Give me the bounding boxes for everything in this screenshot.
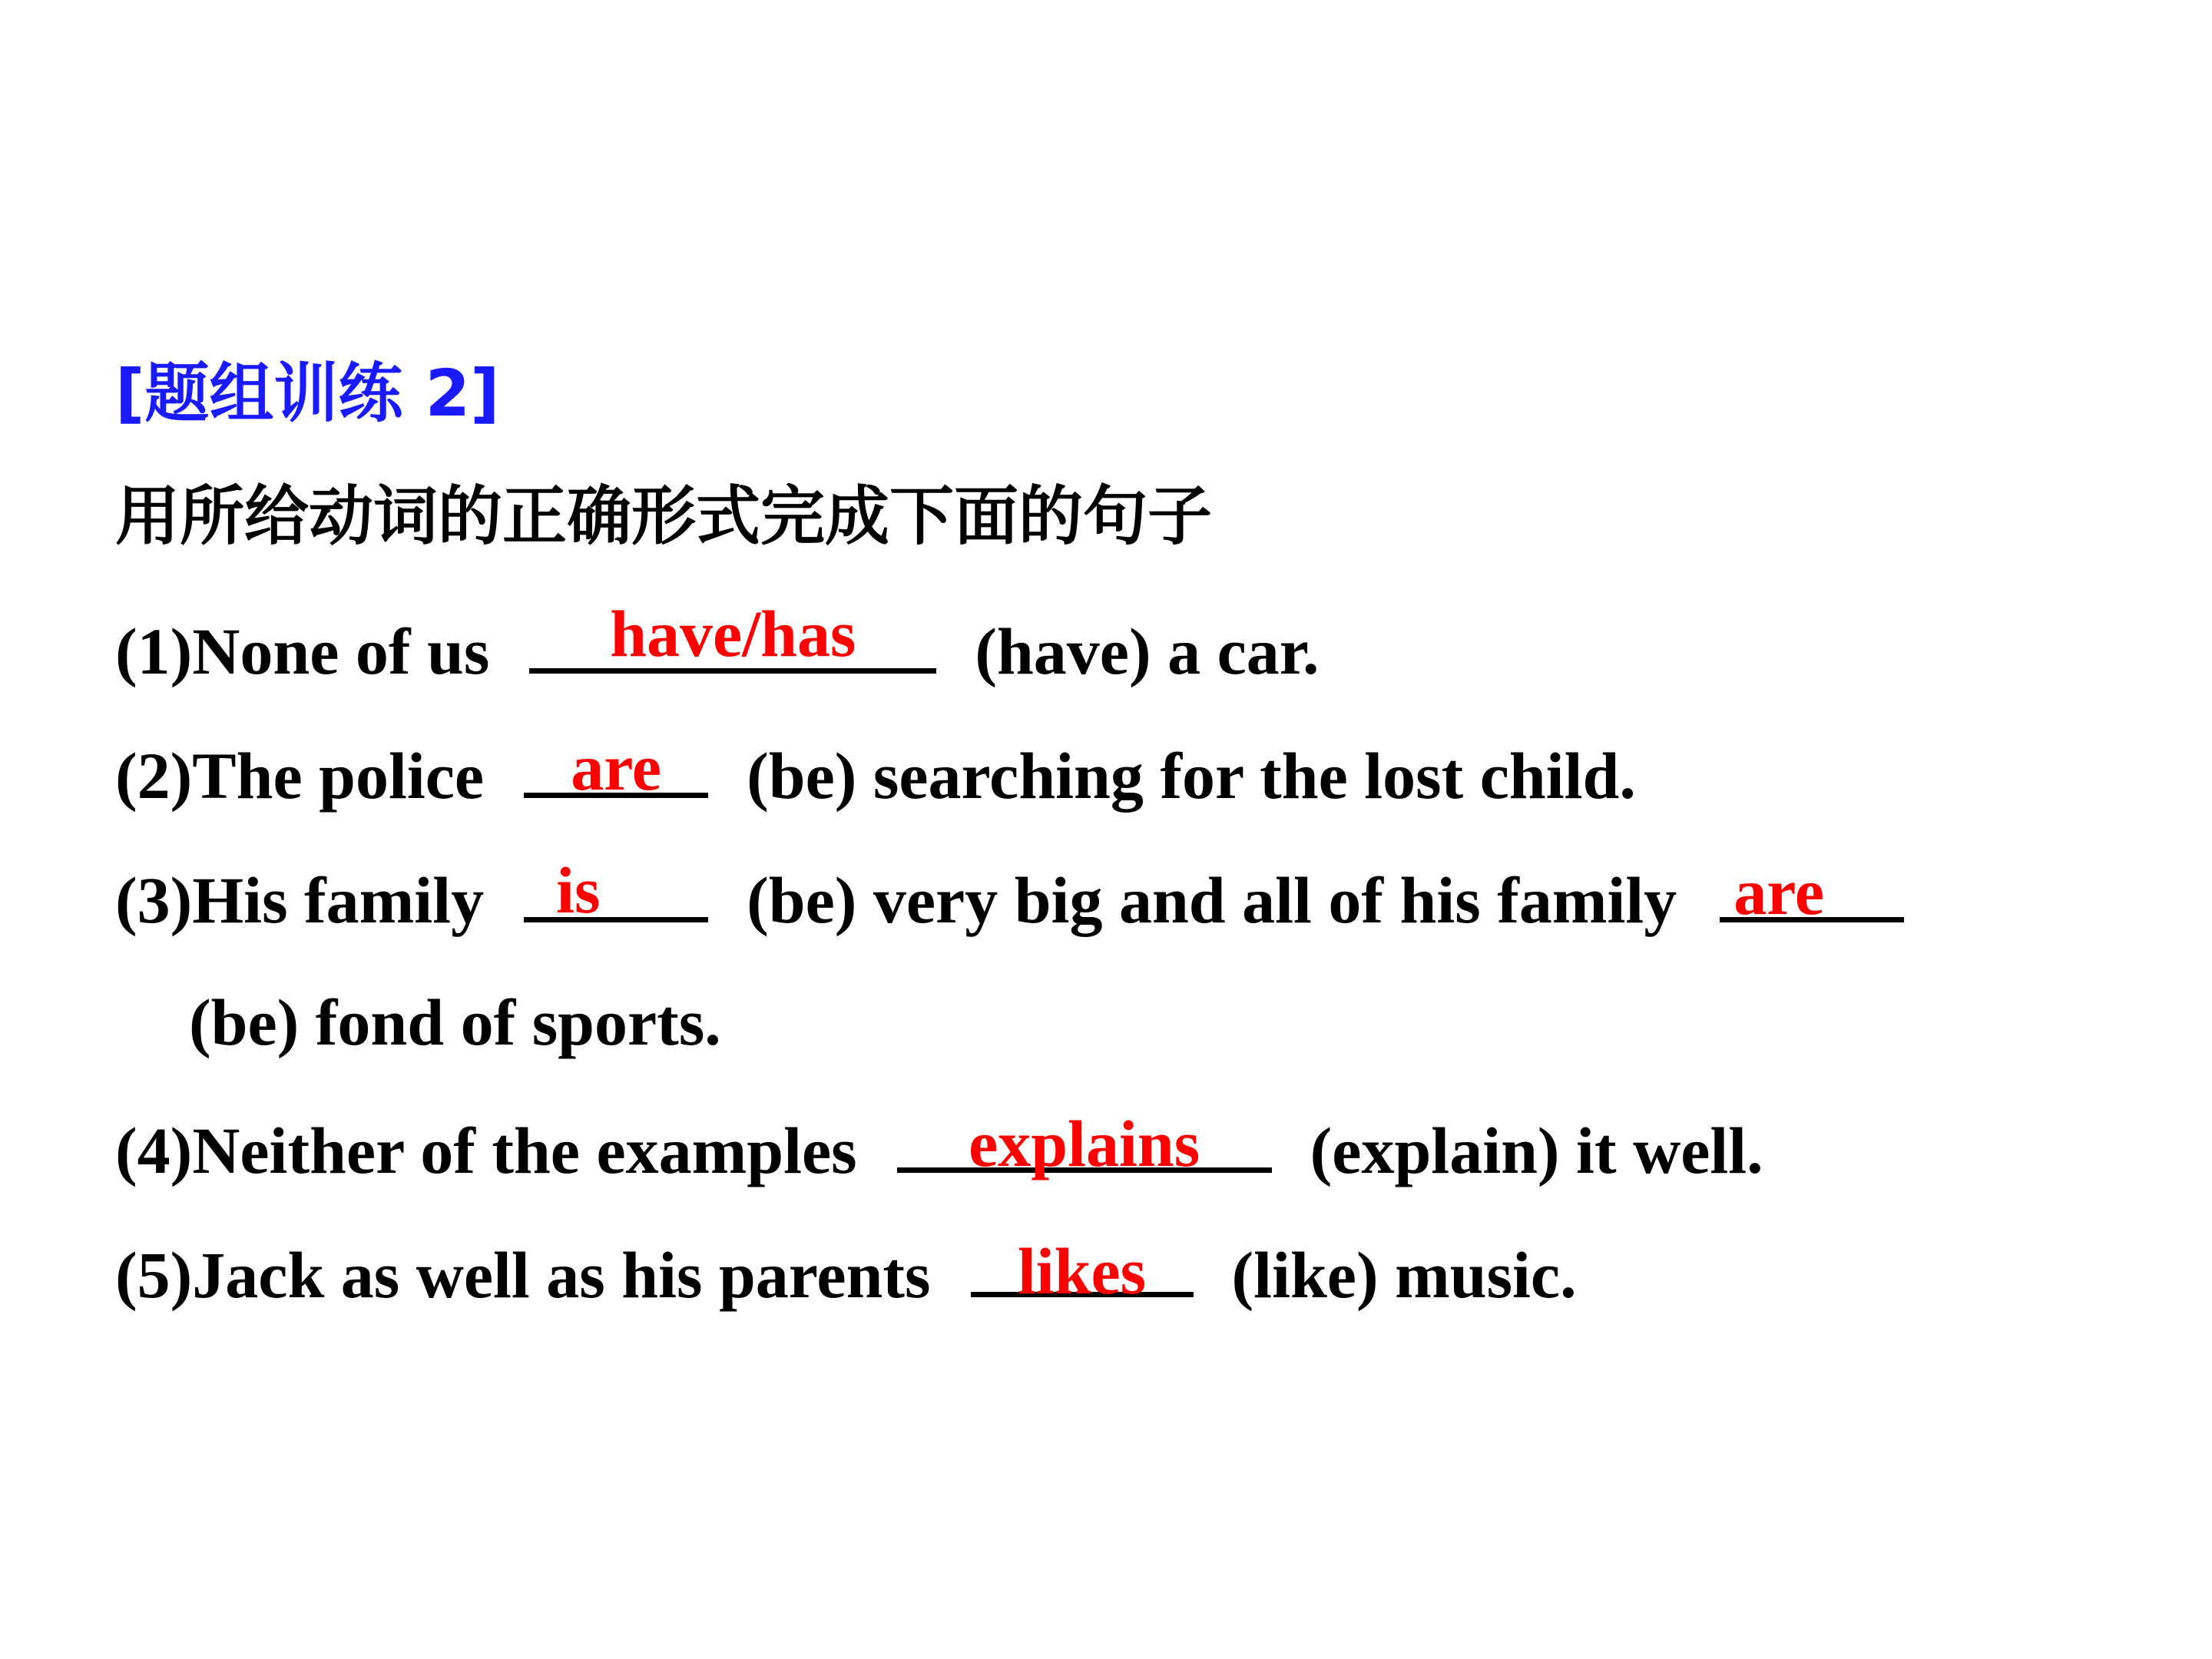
answer-5: likes: [1017, 1234, 1147, 1308]
sentence-3: [115, 853, 1915, 937]
answer-blank-3b: [1720, 855, 1904, 929]
answer-3a: is: [556, 853, 601, 927]
sentence-3-middle: (be) very big and all of his family: [747, 863, 1677, 937]
answer-2: are: [571, 730, 661, 804]
answer-1: have/has: [610, 597, 856, 671]
sentence-2-prefix: (2)The police: [115, 739, 485, 813]
sentence-2-suffix: (be) searching for the lost child.: [747, 739, 1636, 813]
answer-blank-1: [529, 597, 936, 674]
answer-blank-2: [524, 730, 708, 804]
answer-3b: are: [1734, 855, 1825, 929]
sentence-3-prefix: (3)His family: [115, 863, 485, 937]
answer-blank-3a: [524, 853, 708, 927]
sentence-5-prefix: (5)Jack as well as his parents: [115, 1238, 931, 1312]
sentence-5-suffix: (like) music.: [1231, 1238, 1577, 1312]
sentence-4-prefix: (4)Neither of the examples: [115, 1114, 857, 1187]
sentence-1: [115, 597, 1320, 688]
sentence-1-prefix: (1)None of us: [115, 614, 490, 688]
exercise-heading: [题组训练 2]: [115, 356, 500, 431]
sentence-2: [115, 730, 1636, 813]
sentence-1-suffix: (have) a car.: [975, 614, 1320, 688]
answer-blank-4: [897, 1107, 1272, 1181]
instruction-text: 用所给动词的正确形式完成下面的句子: [115, 478, 1213, 554]
sentence-3-continuation: (be) fond of sports.: [189, 985, 721, 1059]
answer-4: explains: [969, 1107, 1200, 1181]
sentence-4: [115, 1107, 1763, 1187]
answer-blank-5: [971, 1234, 1194, 1308]
sentence-5: [115, 1234, 1577, 1312]
sentence-4-suffix: (explain) it well.: [1310, 1114, 1763, 1187]
